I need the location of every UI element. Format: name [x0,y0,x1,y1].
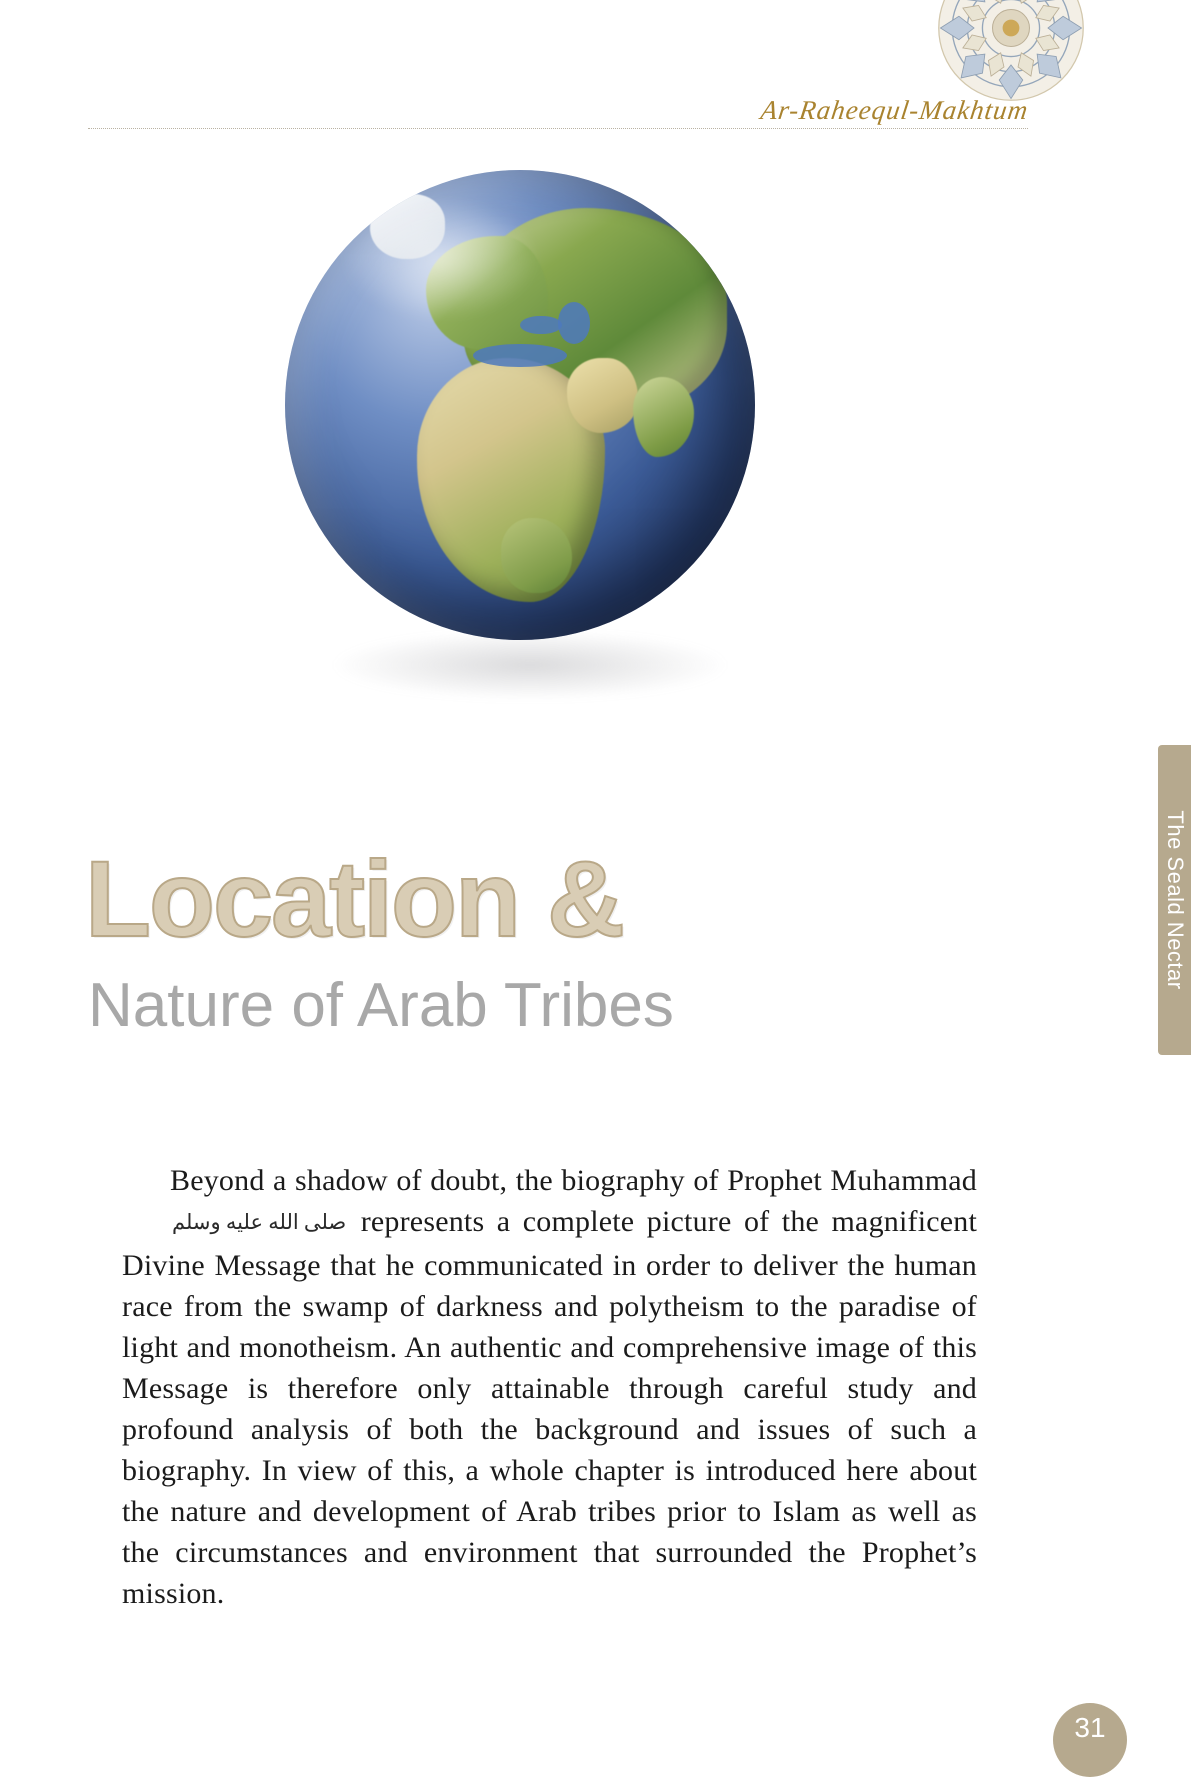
body-paragraph [122,1160,977,1614]
header-divider [88,128,1028,130]
page-number-badge [1053,1703,1127,1777]
salla-allahu-alayhi-wasallam-glyph: صلى الله عليه وسلم [172,1210,347,1234]
paragraph-part-one: Beyond a shadow of doubt, the biography of Prophet Muhammad [170,1164,977,1197]
landmass-greenland [370,194,445,260]
chapter-title-subtitle: Nature of Arab Tribes [88,971,674,1040]
running-head: Ar-Raheequl-Makhtum [758,95,1031,125]
paragraph-part-two: represents a complete picture of the magnificent Divine Message that he communicated in order to deliver the human race from the swamp of darkness and polytheism to the paradise of light and monotheism. An authentic and comprehensive image of this Message is therefore only attainable through careful study and profound analysis of both the background and issues of such a biography. In view of this, a whole chapter is introduced here about the nature and development of Arab tribes prior to Islam as well as the circumstances and environment that surrounded the Prophet’s mission. [122,1205,977,1610]
landmass-arabia [567,358,638,433]
side-tab-label: The Seald Nectar [1162,810,1188,990]
landmass-southern-africa [501,518,572,593]
earth-globe-illustration [270,160,790,760]
page-number-label: 31 [1074,1712,1106,1743]
globe-drop-shadow [330,630,730,700]
globe-sphere [285,170,755,640]
chapter-title-main: Location & [85,838,623,959]
side-tab-book-title [1158,745,1191,1055]
sea-caspian [558,302,591,344]
landmass-india [633,377,694,457]
